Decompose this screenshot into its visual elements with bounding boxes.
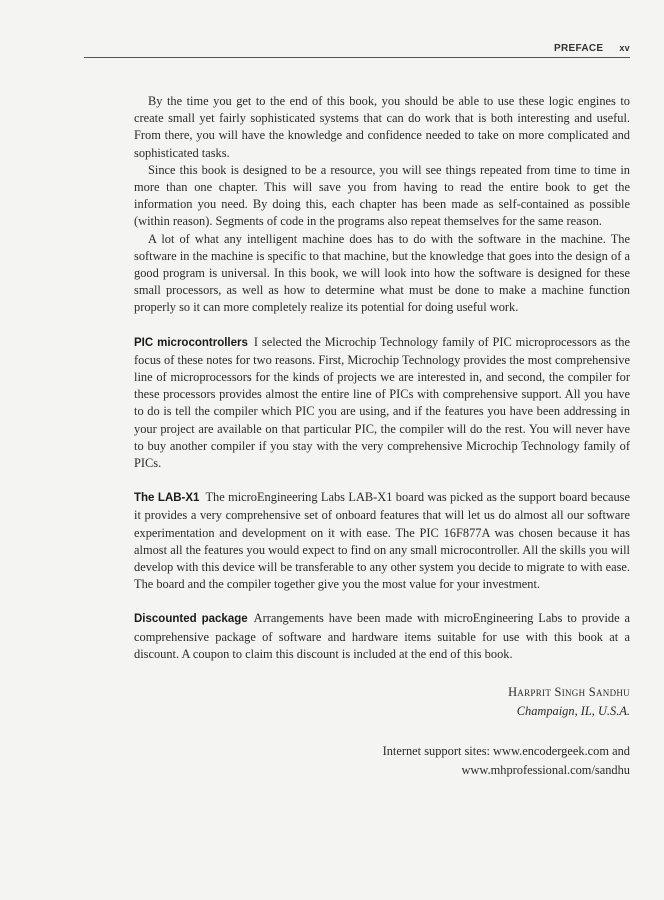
section-heading: Discounted package bbox=[134, 613, 248, 626]
section-heading: The LAB-X1 bbox=[134, 492, 200, 505]
header-right bbox=[554, 43, 630, 54]
page-number: xv bbox=[619, 43, 630, 53]
section-text: The microEngineering Labs LAB-X1 board was picked as the support board because it provides a very comprehensive set of onboard features that will let us do almost all our software experimentation and development on it with ease. The PIC 16F877A was chosen because it has almost all the features you would expect to find on any small microcontroller. All the skills you will develop with this device will be transferable to any other system you decide to migrate to with ease. The board and the compiler together give you the most value for your investment. bbox=[134, 490, 630, 592]
section-heading: PIC microcontrollers bbox=[134, 336, 248, 349]
running-header bbox=[84, 43, 630, 58]
signature-block bbox=[134, 683, 630, 721]
header-title: PREFACE bbox=[554, 43, 604, 54]
support-line-2: www.mhprofessional.com/sandhu bbox=[461, 763, 630, 778]
author-name: Harprit Singh Sandhu bbox=[508, 685, 630, 700]
section-text: I selected the Microchip Technology family of PIC microprocessors as the focus of these notes for two reasons. First, Microchip Technology provides the most comprehensive line of microprocessors for the kinds of projects we are interested in, and second, the compiler for these processors provides almost the entire line of PICs with comprehensive support. All you have to do is tell the compiler which PIC you are using, and if the features you have been addressing in your project are available on that particular PIC, the compiler will do the rest. You will never have to buy another compiler if you stay with the very comprehensive Microchip Technology family of PICs. bbox=[134, 334, 630, 471]
support-sites bbox=[134, 742, 630, 780]
section-text: Arrangements have been made with microEngineering Labs to provide a comprehensive package of software and hardware items suitable for use with this book at a discount. A coupon to claim this discount is included at the end of this book. bbox=[134, 611, 630, 661]
author-location: Champaign, IL, U.S.A. bbox=[516, 704, 630, 719]
section-pic-microcontrollers bbox=[134, 334, 630, 473]
intro-paragraph: By the time you get to the end of this book, you should be able to use these logic engines to create small yet fairly sophisticated systems that can do work that is both interesting and useful. From there, you will have the knowledge and confidence needed to take on more complicated and sophisticated tasks. bbox=[134, 94, 630, 160]
intro-paragraph: A lot of what any intelligent machine does has to do with the software in the machine. The software in the machine is specific to that machine, but the knowledge that goes into the design of a good program is universal. In this book, we will look into how the software is designed for these small processors, as well as how to determine what must be done to make a machine function properly so it can more completely realize its potential for doing useful work. bbox=[134, 231, 630, 315]
page-body bbox=[134, 93, 630, 780]
section-lab-x1 bbox=[134, 489, 630, 593]
section-discounted-package bbox=[134, 610, 630, 663]
support-line-1: Internet support sites: www.encodergeek.com and bbox=[382, 744, 630, 759]
intro-paragraph: Since this book is designed to be a resource, you will see things repeated from time to time in more than one chapter. This will save you from having to read the entire book to get the information you need. By doing this, each chapter has been made as self-contained as possible (within reason). Segments of code in the programs also repeat themselves for the same reason. bbox=[134, 162, 630, 229]
